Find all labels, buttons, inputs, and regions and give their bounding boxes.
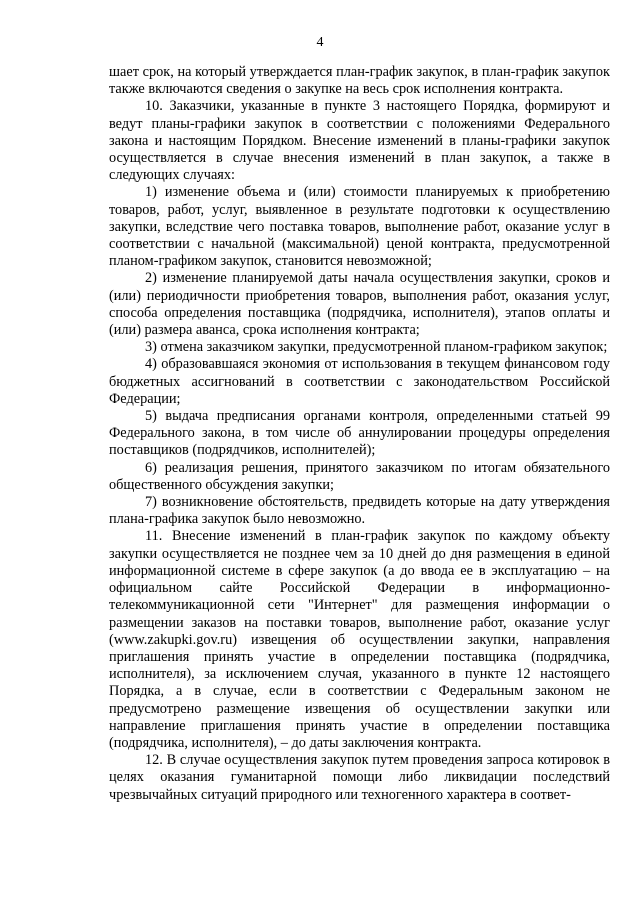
paragraph-subitem-4: 4) образовавшаяся экономия от использования в текущем финансовом году бюджетных ассигнований в соответствии с законодательством Российской Федерации; bbox=[109, 356, 610, 407]
paragraph-subitem-3: 3) отмена заказчиком закупки, предусмотренной планом-графиком закупок; bbox=[145, 339, 608, 356]
page-number: 4 bbox=[316, 35, 324, 50]
paragraph-subitem-5: 5) выдача предписания органами контроля, определенными статьей 99 Федерального закона, в том числе об аннулировании процедуры определения поставщиков (подрядчиков, исполнителей); bbox=[109, 408, 610, 459]
paragraph-continuation: шает срок, на который утверждается план-график закупок, в план-график закупок также включаются сведения о закупке на весь срок исполнения контракта. bbox=[109, 64, 610, 98]
paragraph-subitem-2: 2) изменение планируемой даты начала осуществления закупки, сроков и (или) периодичности приобретения товаров, выполнения работ, оказания услуг, способа определения поставщика (подрядчика, исполнителя), этапов оплаты и (или) размера аванса, срока исполнения контракта; bbox=[109, 270, 610, 339]
paragraph-item-12: 12. В случае осуществления закупок путем проведения запроса котировок в целях оказания гуманитарной помощи либо ликвидации последствий чрезвычайных ситуаций природного или техногенного характера в соответ- bbox=[109, 752, 610, 803]
paragraph-item-10: 10. Заказчики, указанные в пункте 3 настоящего Порядка, формируют и ведут планы-графики закупок в соответствии с положениями Федерального закона и настоящим Порядком. Внесение изменений в планы-графики закупок осуществляется в случае внесения изменений в план закупок, а также в следующих случаях: bbox=[109, 98, 610, 184]
paragraph-subitem-1: 1) изменение объема и (или) стоимости планируемых к приобретению товаров, работ, услуг, выявленное в результате подготовки к осуществлению закупки, вследствие чего поставка товаров, выполнение работ, оказание услуг в соответствии с начальной (максимальной) ценой контракта, предусмотренной планом-графиком закупок, становится невозможной; bbox=[109, 184, 610, 270]
document-body bbox=[109, 64, 610, 804]
paragraph-subitem-6: 6) реализация решения, принятого заказчиком по итогам обязательного общественного обсуждения закупки; bbox=[109, 459, 610, 493]
paragraph-item-11: 11. Внесение изменений в план-график закупок по каждому объекту закупки осуществляется не позднее чем за 10 дней до дня размещения в единой информационной системе в сфере закупок (а до ввода ее в эксплуатацию – на официальном сайте Российской Федерации в информационно-телекоммуникационной сети "Интернет" для размещения информации о размещении заказов на поставки товаров, выполнение работ, оказание услуг (www.zakupki.gov.ru) извещения об осуществлении закупки, направления приглашения принять участие в определении поставщика (подрядчика, исполнителя), за исключением случая, указанного в пункте 12 настоящего Порядка, а в случае, если в соответствии с Федеральным законом не предусмотрено размещение извещения об осуществлении закупки или направление приглашения принять участие в определении поставщика (подрядчика, исполнителя), – до даты заключения контракта. bbox=[109, 528, 610, 751]
paragraph-subitem-7: 7) возникновение обстоятельств, предвидеть которые на дату утверждения плана-графика закупок было невозможно. bbox=[109, 494, 610, 528]
